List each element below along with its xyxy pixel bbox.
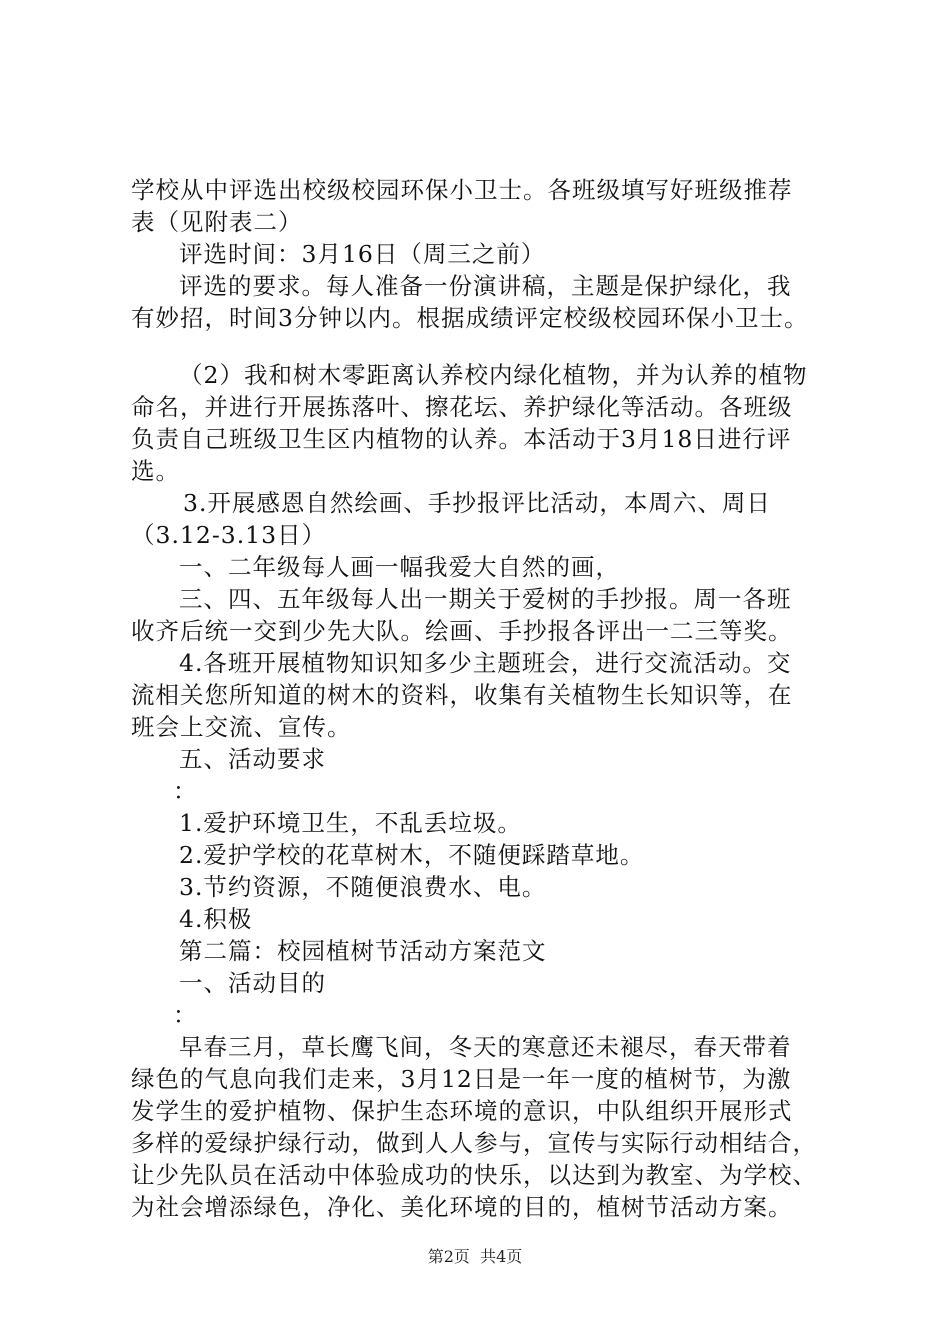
section-heading: 第二篇：校园植树节活动方案范文 [179, 937, 547, 965]
text-line: 为社会增添绿色，净化、美化环境的目的，植树节活动方案。 [131, 1193, 793, 1221]
text-line: 命名，并进行开展拣落叶、擦花坛、养护绿化等活动。各班级 [131, 393, 793, 421]
text-line: 选。 [131, 457, 180, 485]
text-line: 多样的爱绿护绿行动，做到人人参与，宣传与实际行动相结合， [131, 1129, 817, 1157]
page-footer: 第2页 共4页 [427, 1247, 523, 1266]
text-line: 绿色的气息向我们走来，3月12日是一年一度的植树节，为激 [131, 1065, 792, 1093]
text-line: 流相关您所知道的树木的资料，收集有关植物生长知识等，在 [131, 681, 793, 709]
text-line: 有妙招，时间3分钟以内。根据成绩评定校级校园环保小卫士。 [131, 304, 809, 332]
list-item: 2.爱护学校的花草树木，不随便踩踏草地。 [179, 841, 645, 869]
text-line: 让少先队员在活动中体验成功的快乐，以达到为教室、为学校、 [131, 1161, 817, 1189]
text-line: ： [173, 777, 198, 805]
text-line: 收齐后统一交到少先大队。绘画、手抄报各评出一二三等奖。 [131, 617, 793, 645]
list-item: 3.节约资源，不随便浪费水、电。 [179, 873, 547, 901]
list-item: 4.积极 [179, 905, 253, 933]
list-item: 1.爱护环境卫生，不乱丢垃圾。 [179, 809, 522, 837]
section-heading: 一、活动目的 [179, 969, 326, 997]
text-line: 三、四、五年级每人出一期关于爱树的手抄报。周一各班 [179, 585, 792, 613]
text-line: 发学生的爱护植物、保护生态环境的意识，中队组织开展形式 [131, 1097, 793, 1125]
text-line: 学校从中评选出校级校园环保小卫士。各班级填写好班级推荐 [131, 176, 793, 204]
text-line: 评选的要求。每人准备一份演讲稿，主题是保护绿化，我 [179, 272, 792, 300]
text-line: 一、二年级每人画一幅我爱大自然的画， [179, 553, 620, 581]
text-line: ： [173, 1001, 198, 1029]
text-line: 表（见附表二） [131, 208, 303, 236]
section-heading: 五、活动要求 [179, 745, 326, 773]
text-line: 班会上交流、宣传。 [131, 713, 352, 741]
text-line: （3.12-3.13日） [131, 521, 327, 549]
text-line: 早春三月，草长鹰飞间，冬天的寒意还未褪尽，春天带着 [179, 1033, 792, 1061]
text-line: 负责自己班级卫生区内植物的认养。本活动于3月18日进行评 [131, 425, 792, 453]
text-line: 3.开展感恩自然绘画、手抄报评比活动，本周六、周日 [183, 489, 771, 517]
text-line: 4.各班开展植物知识知多少主题班会，进行交流活动。交 [179, 649, 792, 677]
text-line: （2）我和树木零距离认养校内绿化植物，并为认养的植物 [179, 361, 808, 389]
text-line: 评选时间：3月16日（周三之前） [179, 240, 546, 268]
